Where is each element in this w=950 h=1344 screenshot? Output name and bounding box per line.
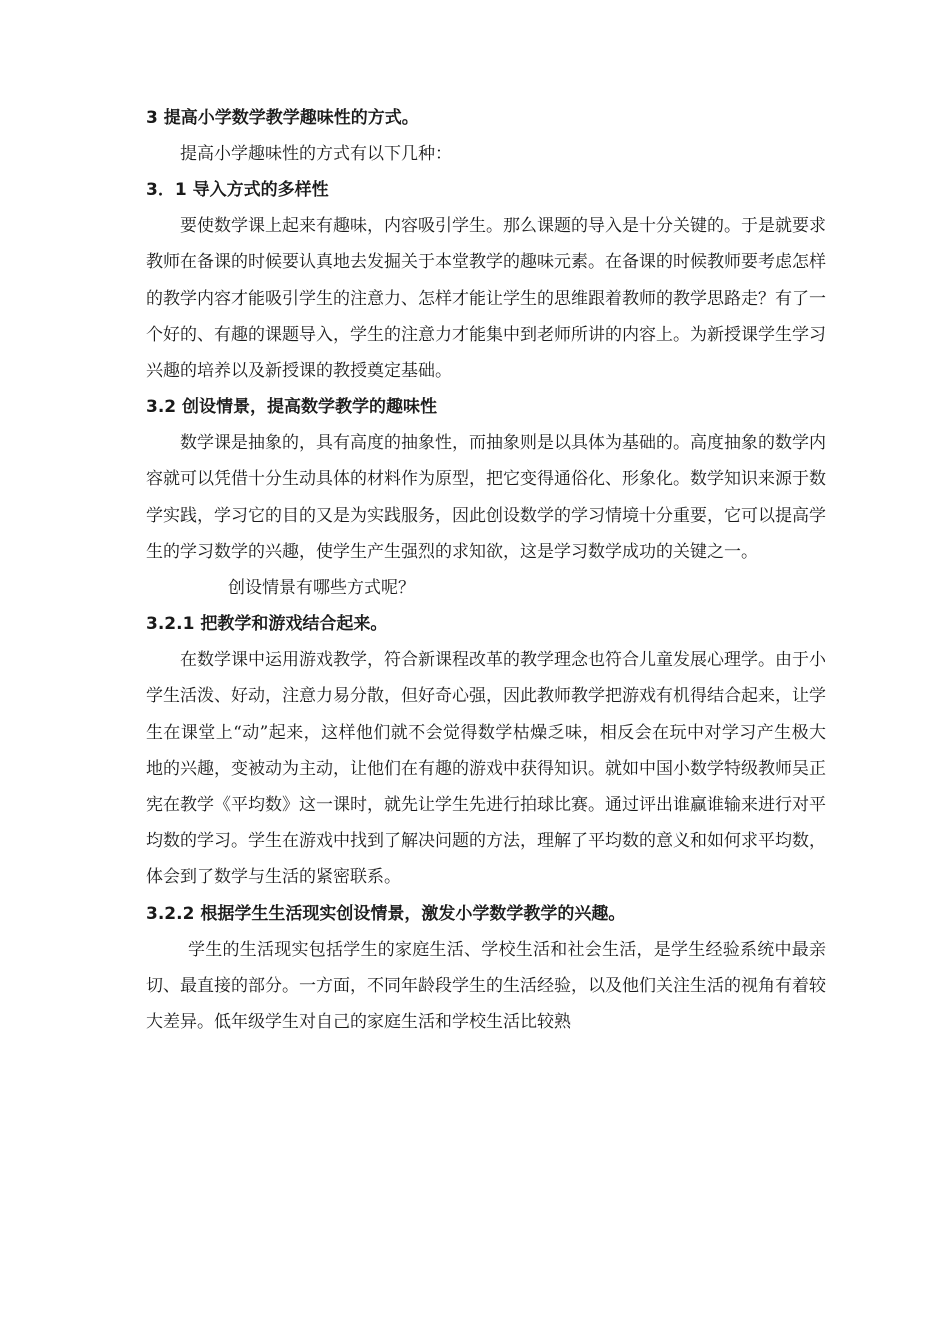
document-page	[146, 100, 826, 1040]
section-3-2-2-heading: 3.2.2 根据学生生活现实创设情景，激发小学数学教学的兴趣。	[146, 903, 626, 924]
section-3-1-paragraph: 要使数学课上起来有趣味，内容吸引学生。那么课题的导入是十分关键的。于是就要求教师在备课的时候要认真地去发掘关于本堂教学的趣味元素。在备课的时候教师要考虑怎样的教学内容才能吸引学生的注意力、怎样才能让学生的思维跟着教师的教学思路走？有了一个好的、有趣的课题导入，学生的注意力才能集中到老师所讲的内容上。为新授课学生学习兴趣的培养以及新授课的教授奠定基础。	[146, 216, 826, 382]
section-3-2-paragraph: 数学课是抽象的，具有高度的抽象性，而抽象则是以具体为基础的。高度抽象的数学内容就可以凭借十分生动具体的材料作为原型，把它变得通俗化、形象化。数学知识来源于数学实践，学习它的目的又是为实践服务，因此创设数学的学习情境十分重要，它可以提高学生的学习数学的兴趣，使学生产生强烈的求知欲，这是学习数学成功的关键之一。	[146, 433, 826, 562]
intro-paragraph: 提高小学趣味性的方式有以下几种：	[180, 144, 452, 164]
section-3-2-1-heading: 3.2.1 把教学和游戏结合起来。	[146, 614, 388, 635]
section-3-2-heading: 3.2 创设情景，提高数学教学的趣味性	[146, 397, 438, 418]
section-3-2-question: 创设情景有哪些方式呢？	[228, 578, 415, 599]
section-3-heading: 3 提高小学数学教学趣味性的方式。	[146, 108, 419, 128]
section-3-2-2-paragraph: 学生的生活现实包括学生的家庭生活、学校生活和社会生活，是学生经验系统中最亲切、最直接的部分。一方面，不同年龄段学生的生活经验，以及他们关注生活的视角有着较大差异。低年级学生对自己的家庭生活和学校生活比较熟	[146, 939, 826, 1033]
section-3-1-heading: 3．1 导入方式的多样性	[146, 180, 329, 201]
section-3-2-1-paragraph: 在数学课中运用游戏教学，符合新课程改革的教学理念也符合儿童发展心理学。由于小学生活泼、好动，注意力易分散，但好奇心强，因此教师教学把游戏有机得结合起来，让学生在课堂上“动”起来，这样他们就不会觉得数学枯燥乏味，相反会在玩中对学习产生极大地的兴趣，变被动为主动，让他们在有趣的游戏中获得知识。就如中国小数学特级教师吴正宪在教学《平均数》这一课时，就先让学生先进行拍球比赛。通过评出谁赢谁输来进行对平均数的学习。学生在游戏中找到了解决问题的方法，理解了平均数的意义和如何求平均数，体会到了数学与生活的紧密联系。	[146, 650, 826, 888]
